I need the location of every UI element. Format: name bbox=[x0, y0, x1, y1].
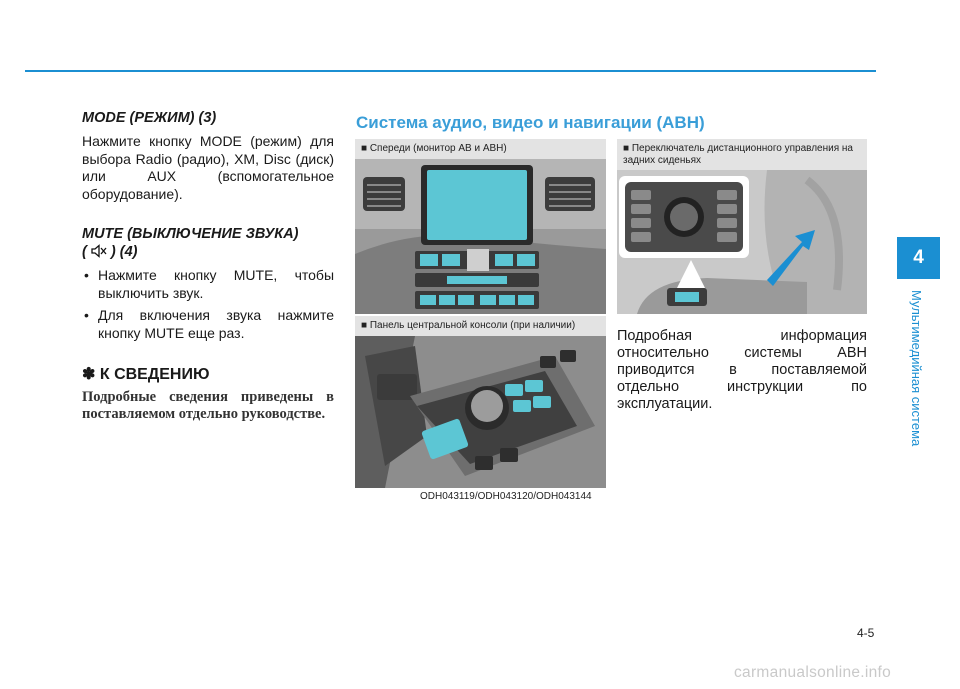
left-column bbox=[82, 109, 334, 423]
info-title: ✽ К СВЕДЕНИЮ bbox=[82, 366, 210, 383]
mute-heading: MUTE (ВЫКЛЮЧЕНИЕ ЗВУКА) bbox=[82, 226, 299, 242]
right-column bbox=[617, 328, 867, 413]
mute-bullets bbox=[82, 267, 334, 342]
info-body: Подробные сведения приведены в поставляемом отдельно руководстве. bbox=[82, 389, 334, 422]
dashboard-illustration bbox=[355, 159, 606, 314]
list-item: • Для включения звука нажмите кнопку MUTE еще раз. bbox=[82, 307, 334, 342]
figure-rear-controller bbox=[617, 139, 867, 314]
figure-center-console bbox=[355, 316, 606, 488]
mode-heading: MODE (РЕЖИМ) (3) bbox=[82, 110, 217, 126]
figure-caption: ■ Панель центральной консоли (при наличии) bbox=[355, 316, 606, 336]
mode-text: Нажмите кнопку MODE (режим) для выбора Radio (радио), XM, Disc (диск) или AUX (вспомогательное оборудование). bbox=[82, 133, 334, 202]
chapter-tab: 4 bbox=[897, 237, 940, 279]
rear-seat-illustration bbox=[617, 170, 867, 314]
watermark: carmanualsonline.info bbox=[734, 664, 892, 681]
page-number: 4-5 bbox=[857, 626, 875, 640]
figure-front-dashboard bbox=[355, 139, 606, 314]
figure-caption: ■ Переключатель дистанционного управления на задних сиденьях bbox=[617, 139, 867, 170]
speaker-mute-icon bbox=[91, 244, 107, 260]
right-text: Подробная информация относительно системы АВН приводится в поставляемой отдельно инструкции по эксплуатации. bbox=[617, 328, 867, 412]
figure-code: ODH043119/ODH043120/ODH043144 bbox=[420, 491, 592, 502]
figure-caption: ■ Спереди (монитор АВ и АВН) bbox=[355, 139, 606, 159]
list-item: • Нажмите кнопку MUTE, чтобы выключить звук. bbox=[82, 267, 334, 302]
section-title: Система аудио, видео и навигации (АВН) bbox=[356, 113, 705, 132]
top-rule bbox=[25, 70, 876, 72]
chapter-title: Мультимедийная система bbox=[909, 290, 924, 447]
mute-heading-line2: ( ) (4) bbox=[82, 244, 138, 260]
console-illustration bbox=[355, 336, 606, 488]
